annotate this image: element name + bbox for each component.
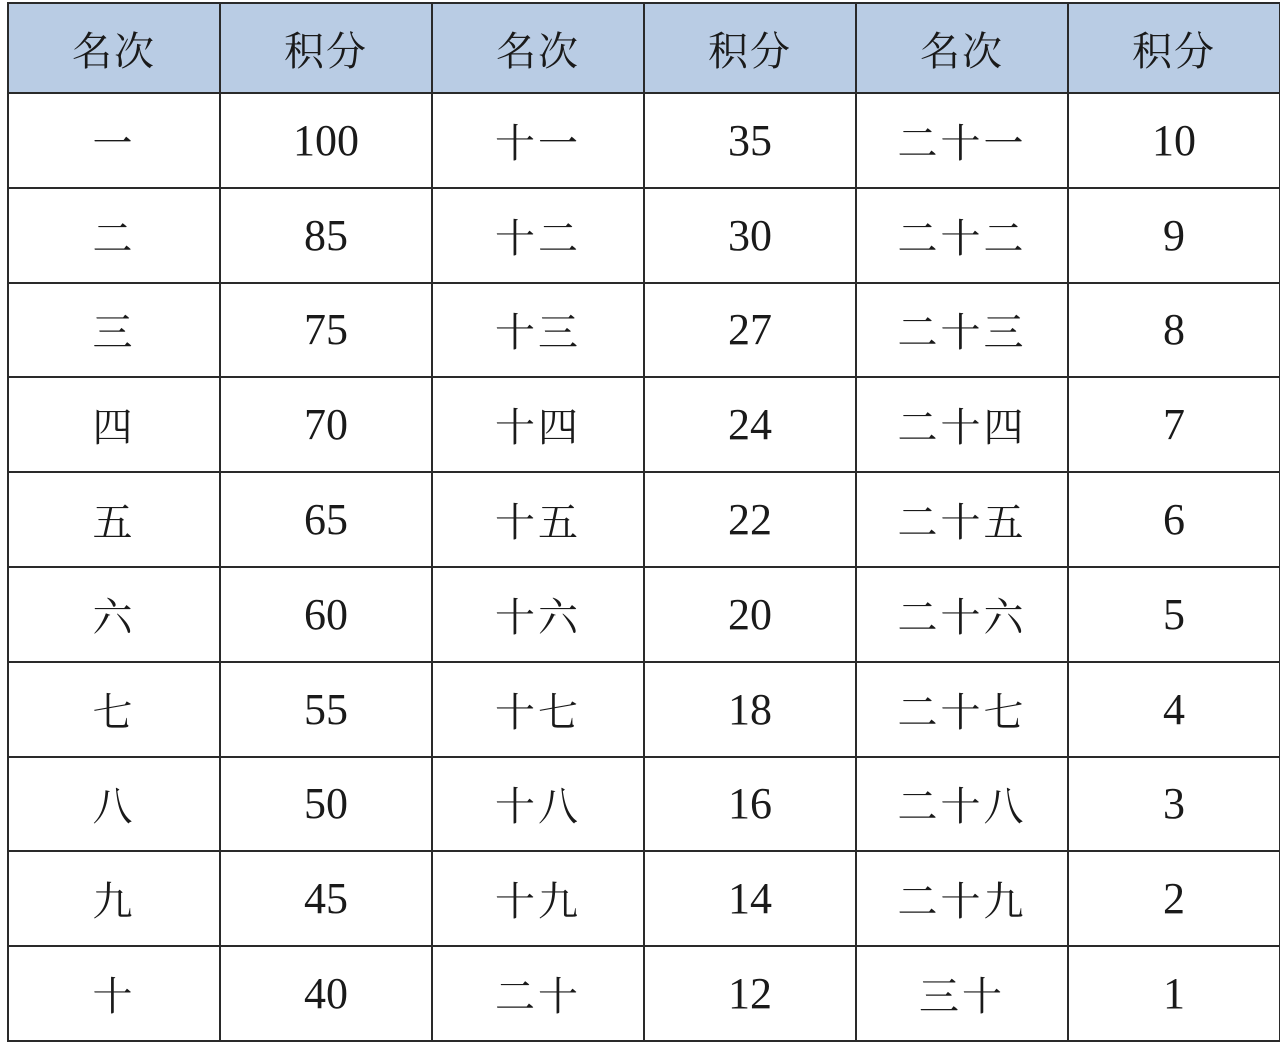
rank-cell: 八 xyxy=(8,757,220,852)
rank-cell: 二十 xyxy=(432,946,644,1041)
points-cell: 9 xyxy=(1068,188,1280,283)
rank-cell: 二十五 xyxy=(856,472,1068,567)
rank-cell: 六 xyxy=(8,567,220,662)
rank-cell: 四 xyxy=(8,377,220,472)
points-cell: 12 xyxy=(644,946,856,1041)
table-row xyxy=(8,283,1280,378)
rank-cell: 二十三 xyxy=(856,283,1068,378)
header-points-2: 积分 xyxy=(644,3,856,93)
table-row xyxy=(8,377,1280,472)
points-cell: 30 xyxy=(644,188,856,283)
points-cell: 20 xyxy=(644,567,856,662)
points-cell: 60 xyxy=(220,567,432,662)
points-cell: 22 xyxy=(644,472,856,567)
rank-cell: 三 xyxy=(8,283,220,378)
header-rank-1: 名次 xyxy=(8,3,220,93)
table-row xyxy=(8,93,1280,188)
table-row xyxy=(8,851,1280,946)
rank-cell: 二十二 xyxy=(856,188,1068,283)
table-row xyxy=(8,946,1280,1041)
points-cell: 75 xyxy=(220,283,432,378)
table-header-row xyxy=(8,3,1280,93)
rank-cell: 二十一 xyxy=(856,93,1068,188)
points-cell: 100 xyxy=(220,93,432,188)
rank-cell: 一 xyxy=(8,93,220,188)
points-cell: 70 xyxy=(220,377,432,472)
points-cell: 18 xyxy=(644,662,856,757)
rank-cell: 九 xyxy=(8,851,220,946)
points-cell: 8 xyxy=(1068,283,1280,378)
rank-cell: 七 xyxy=(8,662,220,757)
rank-cell: 十六 xyxy=(432,567,644,662)
rank-cell: 十八 xyxy=(432,757,644,852)
header-points-3: 积分 xyxy=(1068,3,1280,93)
rank-cell: 二十四 xyxy=(856,377,1068,472)
table-row xyxy=(8,472,1280,567)
rank-cell: 十七 xyxy=(432,662,644,757)
rank-cell: 二十九 xyxy=(856,851,1068,946)
points-cell: 7 xyxy=(1068,377,1280,472)
rank-cell: 三十 xyxy=(856,946,1068,1041)
points-cell: 1 xyxy=(1068,946,1280,1041)
points-cell: 24 xyxy=(644,377,856,472)
points-cell: 55 xyxy=(220,662,432,757)
rank-cell: 十三 xyxy=(432,283,644,378)
rank-cell: 十二 xyxy=(432,188,644,283)
points-cell: 3 xyxy=(1068,757,1280,852)
rank-cell: 十九 xyxy=(432,851,644,946)
table-row xyxy=(8,757,1280,852)
header-rank-3: 名次 xyxy=(856,3,1068,93)
rank-cell: 十四 xyxy=(432,377,644,472)
points-cell: 10 xyxy=(1068,93,1280,188)
points-cell: 40 xyxy=(220,946,432,1041)
header-points-1: 积分 xyxy=(220,3,432,93)
rank-cell: 十 xyxy=(8,946,220,1041)
points-cell: 45 xyxy=(220,851,432,946)
table-row xyxy=(8,662,1280,757)
rank-cell: 五 xyxy=(8,472,220,567)
points-cell: 4 xyxy=(1068,662,1280,757)
rank-cell: 二十八 xyxy=(856,757,1068,852)
points-cell: 16 xyxy=(644,757,856,852)
points-cell: 35 xyxy=(644,93,856,188)
points-cell: 85 xyxy=(220,188,432,283)
table-row xyxy=(8,567,1280,662)
points-cell: 27 xyxy=(644,283,856,378)
points-cell: 6 xyxy=(1068,472,1280,567)
table-wrapper xyxy=(7,2,1279,1042)
points-cell: 14 xyxy=(644,851,856,946)
points-cell: 50 xyxy=(220,757,432,852)
points-cell: 5 xyxy=(1068,567,1280,662)
points-cell: 2 xyxy=(1068,851,1280,946)
rank-points-table xyxy=(7,2,1280,1042)
rank-cell: 二十六 xyxy=(856,567,1068,662)
rank-cell: 十一 xyxy=(432,93,644,188)
points-cell: 65 xyxy=(220,472,432,567)
rank-cell: 二十七 xyxy=(856,662,1068,757)
header-rank-2: 名次 xyxy=(432,3,644,93)
rank-cell: 二 xyxy=(8,188,220,283)
rank-cell: 十五 xyxy=(432,472,644,567)
table-row xyxy=(8,188,1280,283)
